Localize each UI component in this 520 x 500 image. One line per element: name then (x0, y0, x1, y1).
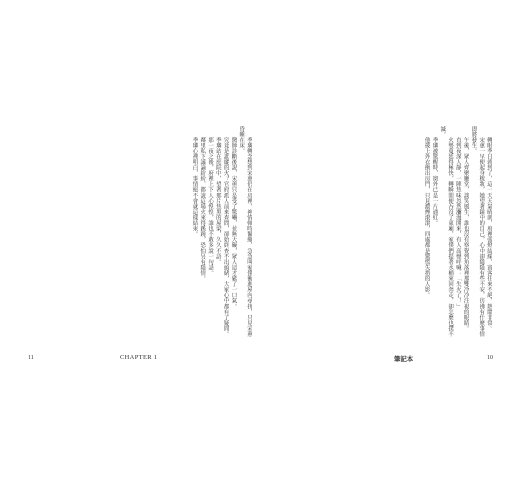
running-head: CHAPTER 1 (120, 354, 158, 361)
paragraph: 那一夜之後，府裡上下人心惶惶，誰也不敢多說一句話。 (207, 136, 214, 276)
paragraph: 宋蕙一早便起身梳妝，她望著鏡中的自己，心中卻隱隱有些不安，彷彿有什麼事情即將發生。 (470, 126, 485, 337)
paragraph: 季璘被驚醒時，窗外已是一片通紅。 (431, 136, 438, 226)
paragraph: 季璘心裡明白，事情絕不會就這樣結束。 (191, 136, 198, 237)
paragraph: 他披上外衣衝出房門，只見濃煙滾滾，四處都是驚慌失措的人影。 (423, 136, 430, 298)
paragraph: 究竟是誰縱的火？官府派人前來查問，卻始終查不出頭緒，大家心中都有了疑問。 (222, 136, 229, 337)
paragraph: 火勢蔓延得極快，轉瞬間便吞沒了東廂，家僕們提著水桶來回奔走，卻怎麼也撲不滅。 (439, 126, 454, 337)
running-head: 筆記本 (394, 355, 414, 363)
paragraph: 午後，眾人齊聚廳堂，談笑風生，誰也沒有察覺到角落裡那雙冷冷注視的眼睛。 (462, 136, 469, 332)
paragraph: 季璘轉念想到宋蕙仍在房裡，神情頓時緊繃，急急叫家僕衝進屋內尋找，只見宋蕙昏睡在床。 (238, 126, 252, 337)
page-number: 10 (487, 355, 493, 361)
right-page (260, 0, 520, 500)
paragraph: 醫師診斷後說，宋蕙只是受了驚嚇，並無大礙，眾人這才鬆了一口氣。 (230, 136, 237, 309)
left-page-text-block (26, 126, 252, 338)
paragraph: 鄰里私下議論紛紛，都說這場火來得蹊蹺，恐怕另有隱情。 (199, 136, 206, 282)
page-number: 11 (28, 355, 34, 361)
paragraph: 轉眼季日就到了，這一天天氣晴朗，府裡張燈結綵，賓客往來不絕，熱鬧非常。 (486, 136, 492, 332)
right-page-text-block (268, 126, 492, 338)
paragraph: 直到夜深人靜，一陣焦味忽然瀰漫開來，有人高聲呼喊：「失火了！」 (454, 136, 461, 309)
paragraph: 季璘站在庭院中，望著那片焦黑的屋梁，久久不語。 (214, 136, 221, 265)
